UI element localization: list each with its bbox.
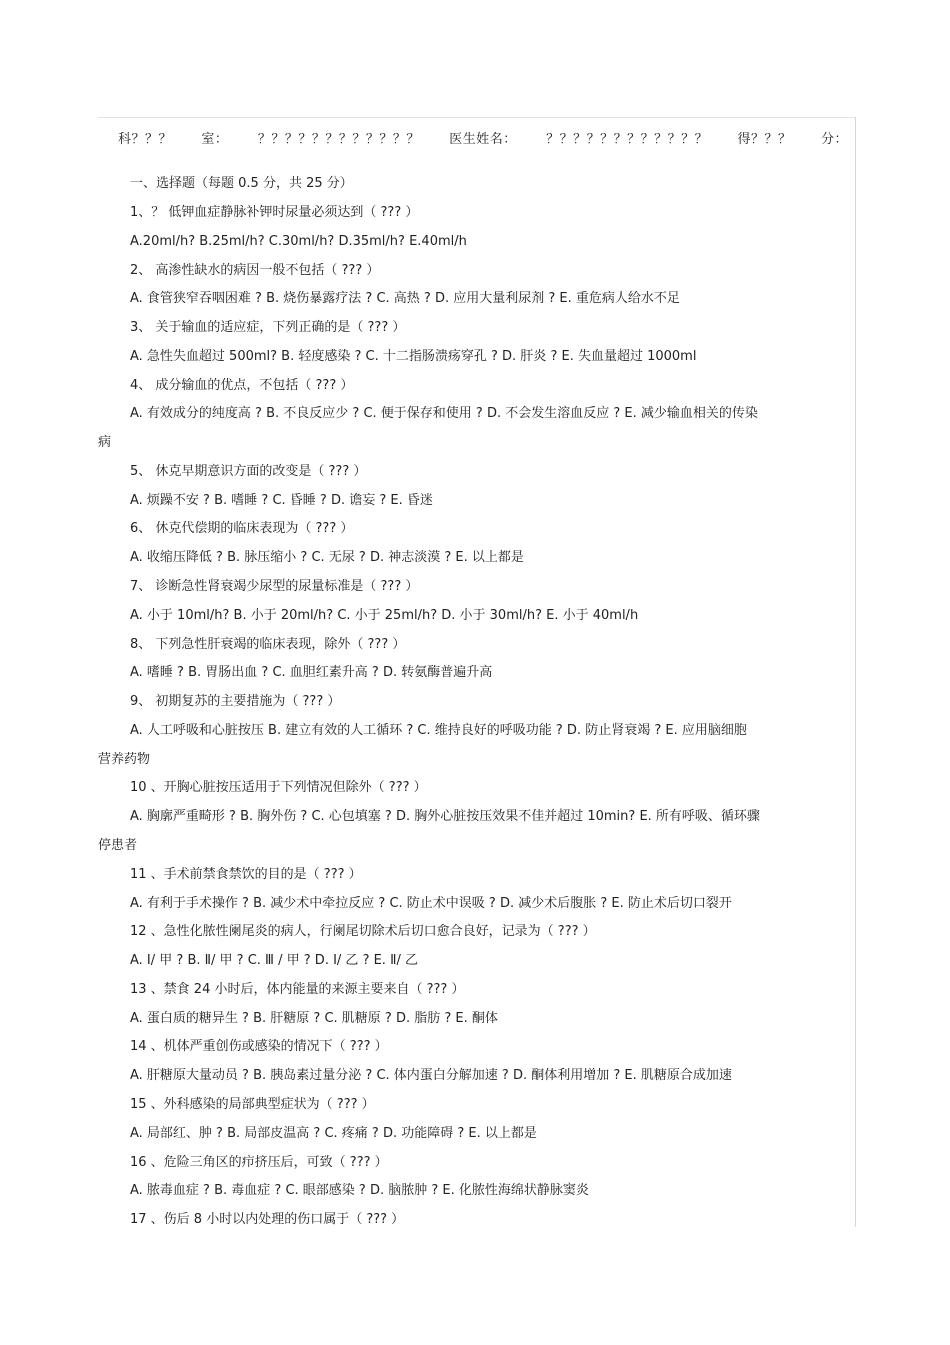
options-16: A. 脓毒血症 ? B. 毒血症 ? C. 眼部感染 ? D. 脑脓肿 ? E. 化脓性海绵状静脉窦炎 [130,1183,589,1198]
options-9-continued: 营养药物 [98,752,151,767]
options-4-continued: 病 [98,435,112,450]
question-7: 7、 诊断急性肾衰竭少尿型的尿量标准是（ ??? ） [130,579,419,594]
question-15: 15 、外科感染的局部典型症状为（ ??? ） [130,1097,375,1112]
options-14: A. 肝糖原大量动员 ? B. 胰岛素过量分泌 ? C. 体内蛋白分解加速 ? D. 酮体利用增加 ? E. 肌糖原合成加速 [130,1068,732,1083]
question-12: 12 、急性化脓性阑尾炎的病人，行阑尾切除术后切口愈合良好，记录为（ ??? ） [130,924,596,939]
options-7: A. 小于 10ml/h? B. 小于 20ml/h? C. 小于 25ml/h? D. 小于 30ml/h? E. 小于 40ml/h [130,608,639,623]
question-17: 17 、伤后 8 小时以内处理的伤口属于（ ??? ） [130,1212,405,1227]
options-3: A. 急性失血超过 500ml? B. 轻度感染 ? C. 十二指肠溃疡穿孔 ? D. 肝炎 ? E. 失血量超过 1000ml [130,349,697,364]
question-6: 6、 休克代偿期的临床表现为（ ??? ） [130,521,354,536]
options-10: A. 胸廓严重畸形 ? B. 胸外伤 ? C. 心包填塞 ? D. 胸外心脏按压效果不佳并超过 10min? E. 所有呼吸、循环骤 [130,809,760,824]
options-4: A. 有效成分的纯度高 ? B. 不良反应少 ? C. 便于保存和使用 ? D. 不会发生溶血反应 ? E. 减少输血相关的传染 [130,406,758,421]
options-10-continued: 停患者 [98,838,138,853]
room-label: 室： [201,132,229,147]
question-3: 3、 关于输血的适应症，下列正确的是（ ??? ） [130,320,406,335]
doctor-name-value: ？？？？？？？？？？？？ [546,132,709,147]
section-title: 一、选择题（每题 0.5 分，共 25 分） [130,176,353,191]
score-unit-label: 分： [820,132,848,147]
options-5: A. 烦躁不安 ? B. 嗜睡 ? C. 昏睡 ? D. 谵妄 ? E. 昏迷 [130,493,433,508]
question-10: 10 、开胸心脏按压适用于下列情况但除外（ ??? ） [130,780,427,795]
options-2: A. 食管狭窄吞咽困难 ? B. 烧伤暴露疗法 ? C. 高热 ? D. 应用大量利尿剂 ? E. 重危病人给水不足 [130,291,680,306]
options-12: A. Ⅰ/ 甲 ? B. Ⅱ/ 甲 ? C. Ⅲ / 甲 ? D. Ⅰ/ 乙 ? E. Ⅱ/ 乙 [130,953,418,968]
options-8: A. 嗜睡 ? B. 胃肠出血 ? C. 血胆红素升高 ? D. 转氨酶普遍升高 [130,665,493,680]
question-14: 14 、机体严重创伤或感染的情况下（ ??? ） [130,1039,388,1054]
department-value: ？？？？？？？？？？？？ [257,132,420,147]
department-label: 科？？？ [118,132,173,147]
options-6: A. 收缩压降低 ? B. 脉压缩小 ? C. 无尿 ? D. 神志淡漠 ? E. 以上都是 [130,550,524,565]
options-13: A. 蛋白质的糖异生 ? B. 肝糖原 ? C. 肌糖原 ? D. 脂肪 ? E. 酮体 [130,1011,498,1026]
options-15: A. 局部红、肿 ? B. 局部皮温高 ? C. 疼痛 ? D. 功能障碍 ? E. 以上都是 [130,1126,537,1141]
page-top-border [98,117,855,118]
page-right-border [855,117,856,1227]
question-4: 4、 成分输血的优点，不包括（ ??? ） [130,378,354,393]
options-9: A. 人工呼吸和心脏按压 B. 建立有效的人工循环 ? C. 维持良好的呼吸功能 ? D. 防止肾衰竭 ? E. 应用脑细胞 [130,723,747,738]
question-11: 11 、手术前禁食禁饮的目的是（ ??? ） [130,867,362,882]
question-2: 2、 高渗性缺水的病因一般不包括（ ??? ） [130,263,380,278]
question-13: 13 、禁食 24 小时后，体内能量的来源主要来自（ ??? ） [130,982,465,997]
options-11: A. 有利于手术操作 ? B. 减少术中牵拉反应 ? C. 防止术中误吸 ? D. 减少术后腹胀 ? E. 防止术后切口裂开 [130,896,732,911]
doctor-name-label: 医生姓名： [449,132,517,147]
options-1: A.20ml/h? B.25ml/h? C.30ml/h? D.35ml/h? E.40ml/h [130,234,467,249]
question-5: 5、 休克早期意识方面的改变是（ ??? ） [130,464,367,479]
question-8: 8、 下列急性肝衰竭的临床表现，除外（ ??? ） [130,637,406,652]
question-16: 16 、危险三角区的疖挤压后，可致（ ??? ） [130,1155,388,1170]
exam-header [118,128,848,148]
question-1: 1、？ 低钾血症静脉补钾时尿量必须达到（ ??? ） [130,205,419,220]
question-9: 9、 初期复苏的主要措施为（ ??? ） [130,694,341,709]
score-label: 得？？？ [737,132,792,147]
